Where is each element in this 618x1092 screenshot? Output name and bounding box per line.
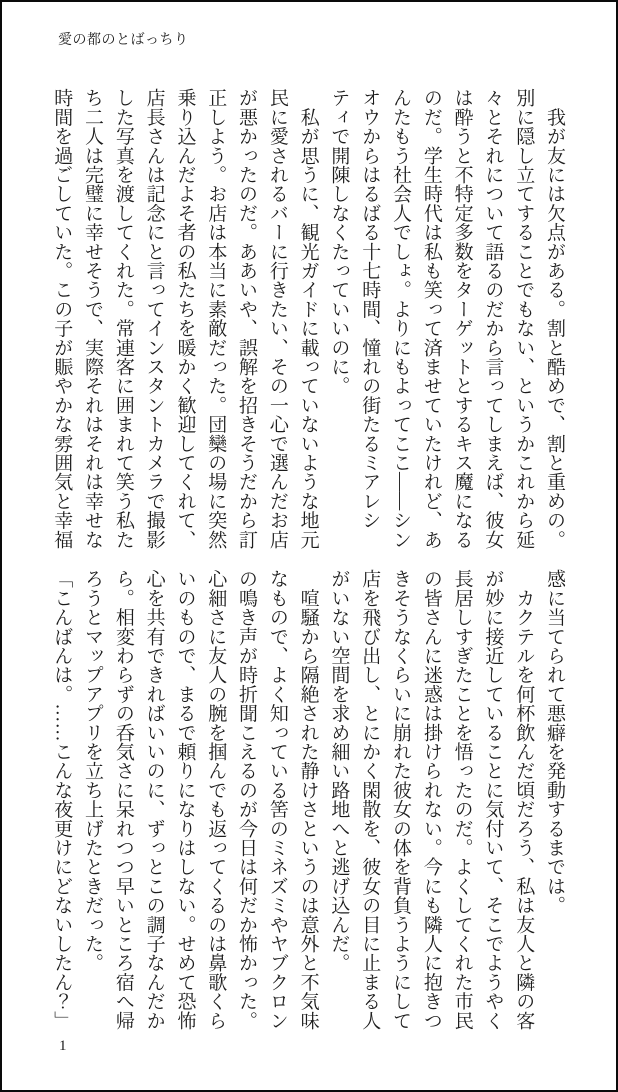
text-line: 乗り込んだよそ者の私たちを暖かく歓迎してくれて、 — [174, 88, 196, 549]
text-line: 店長さんは記念にと言ってインスタントカメラで撮影 — [143, 88, 165, 549]
text-line: した写真を渡してくれた。常連客に囲まれて笑う私た — [112, 88, 134, 549]
text-line: 心細さに友人の腕を掴んでも返ってくるのは鼻歌くら — [205, 569, 227, 1030]
text-line: いのもので、まるで頼りになりはしない。せめて恐怖 — [174, 569, 196, 1030]
text-line: なもので、よく知っている筈のミネズミやヤブクロン — [266, 569, 288, 1030]
text-line: カクテルを何杯飲んだ頃だろう、私は友人と隣の客 — [513, 569, 535, 1030]
text-line: ら。相変わらずの呑気さに呆れつつ早いところ宿へ帰 — [112, 569, 134, 1030]
text-line: 心を共有できればいいのに、ずっとこの調子なんだか — [143, 569, 165, 1030]
text-line: 私が思うに、観光ガイドに載っていないような地元 — [297, 88, 319, 549]
page-number: 1 — [59, 1038, 67, 1054]
text-line: の鳴き声が時折聞こえるのが今日は何だか怖かった。 — [236, 569, 258, 1030]
text-line: ろうとマップアプリを立ち上げたときだった。 — [82, 569, 104, 973]
text-line: 長居しすぎたことを悟ったのだ。よくしてくれた市民 — [451, 569, 473, 1030]
text-line: オウからはるばる十七時間、憧れの街たるミアレシ — [359, 88, 381, 530]
text-line: が悪かったのだ。ああいや、誤解を招きそうだから訂 — [236, 88, 258, 549]
text-line: 別に隠し立てすることでもない、というかこれから延 — [513, 88, 535, 549]
text-line: ち二人は完璧に幸せそうで、実際それはそれは幸せな — [82, 88, 104, 549]
text-line: 民に愛されるバーに行きたい、その一心で選んだお店 — [266, 88, 288, 549]
text-line: 正しよう。お店は本当に素敵だった。団欒の場に突然 — [205, 88, 227, 549]
text-line: 「こんばんは。……こんな夜更けにどないしたん？」 — [51, 569, 73, 1030]
text-line: の皆さんに迷惑は掛けられない。今にも隣人に抱きつ — [420, 569, 442, 1030]
text-line: ティで開陳しなくたっていいのに。 — [328, 88, 350, 396]
text-line: が妙に接近していることに気付いて、そこでようやく — [482, 569, 504, 1030]
text-line: 々とそれについて語るのだから言ってしまえば、彼女 — [482, 88, 504, 549]
text-block-top — [45, 88, 569, 550]
text-line: んたもう社会人でしょ。よりにもよってここ――シン — [390, 88, 412, 549]
text-line: は酔うと不特定多数をターゲットとするキス魔になる — [451, 88, 473, 549]
text-line: 喧騒から隔絶された静けさというのは意外と不気味 — [297, 569, 319, 1030]
running-header-title: 愛の都のとばっちり — [58, 33, 189, 48]
text-line: 時間を過ごしていた。この子が賑やかな雰囲気と幸福 — [51, 88, 73, 549]
text-line: 感に当てられて悪癖を発動するまでは。 — [544, 569, 565, 915]
text-line: 店を飛び出し、とにかく閑散を、彼女の目に止まる人 — [359, 569, 381, 1030]
text-line: のだ。学生時代は私も笑って済ませていたけれど、あ — [420, 88, 442, 549]
text-line: がいない空間を求め細い路地へと逃げ込んだ。 — [328, 569, 350, 973]
text-line: 我が友には欠点がある。割と酷めで、割と重めの。 — [544, 88, 565, 549]
text-line: きそうなくらいに崩れた彼女の体を背負うようにして — [390, 569, 412, 1030]
text-block-bottom — [45, 569, 569, 1031]
